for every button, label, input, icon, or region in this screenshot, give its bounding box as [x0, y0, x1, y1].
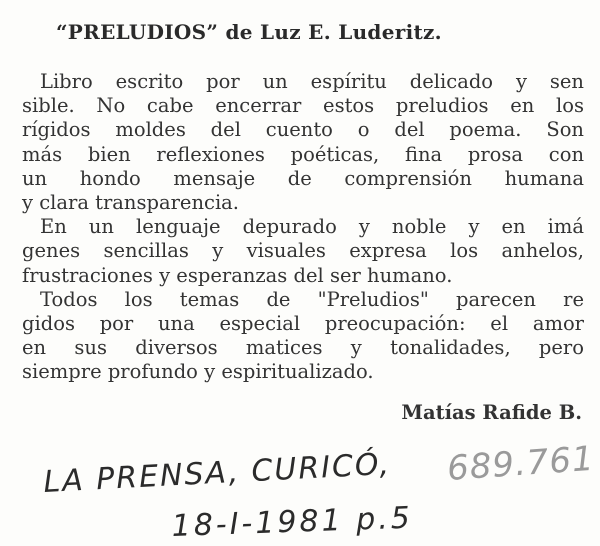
article-line: siempre profundo y espiritualizado. — [22, 360, 374, 384]
article-line: Todos los temas de "Preludios" parecen re — [40, 287, 584, 311]
handwritten-source: LA PRENSA, CURICÓ, — [42, 446, 392, 500]
article-body — [22, 70, 584, 384]
archive-number: 689.761 — [445, 438, 596, 489]
article-line: sible. No cabe encerrar estos preludios en los — [22, 94, 584, 118]
handwritten-date: 18-I-1981 p.5 — [171, 500, 414, 544]
article-line: rígidos moldes del cuento o del poema. Son — [22, 118, 584, 142]
article-line: gidos por una especial preocupación: el amor — [22, 311, 584, 335]
handwriting-canvas — [0, 430, 600, 546]
article-line: frustraciones y esperanzas del ser humano. — [22, 263, 453, 287]
article-line: en sus diversos matices y tonalidades, pero — [22, 336, 584, 360]
author-signature: Matías Rafide B. — [401, 401, 582, 424]
article-line: más bien reflexiones poéticas, fina prosa con — [22, 142, 584, 166]
article-headline: “PRELUDIOS” de Luz E. Luderitz. — [56, 20, 442, 44]
article-line: Libro escrito por un espíritu delicado y sen — [40, 70, 584, 93]
article-line: En un lenguaje depurado y noble y en imá — [40, 215, 584, 239]
article-line: genes sencillas y visuales expresa los anhelos, — [22, 239, 584, 263]
article-line: un hondo mensaje de comprensión humana — [22, 166, 584, 190]
article-line: y clara transparencia. — [22, 190, 240, 214]
handwritten-annotation — [0, 430, 600, 546]
